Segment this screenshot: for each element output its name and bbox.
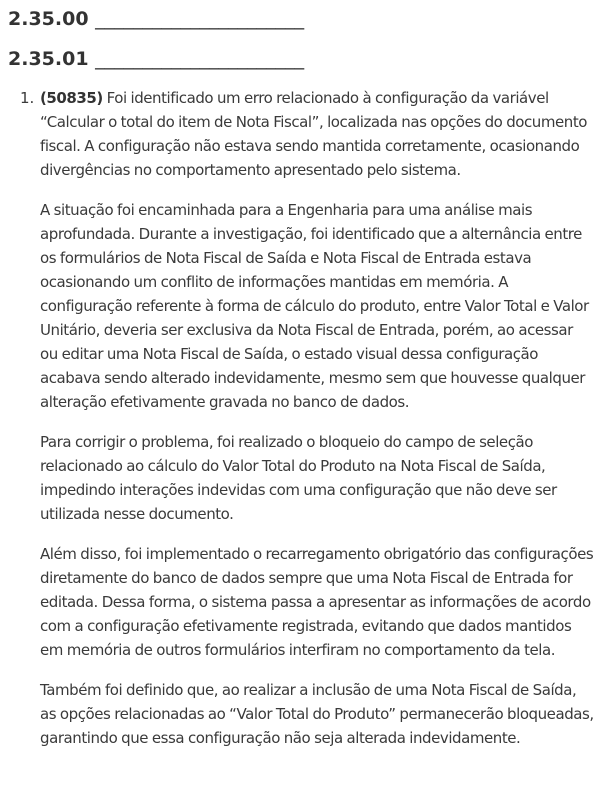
version-underline: ______________________ [95, 48, 305, 70]
release-note-item [0, 86, 600, 750]
release-notes-list [0, 86, 600, 766]
release-note-paragraph-1 [40, 86, 594, 182]
release-note-paragraph-4: Além disso, foi implementado o recarregamento obrigatório das configurações diretamente do banco de dados sempre que uma Nota Fiscal de Entrada for editada. Dessa forma, o sistema passa a apresentar as informações de acordo com a configuração efetivamente registrada, evitando que dados mantidos em memória de outros formulários interfiram no comportamento da tela. [40, 545, 594, 659]
version-heading-2-35-00 [8, 7, 304, 31]
release-note-paragraph-5: Também foi definido que, ao realizar a inclusão de uma Nota Fiscal de Saída, as opções relacionadas ao “Valor Total do Produto” permanecerão bloqueadas, garantindo que essa configuração não seja alterada indevidamente. [40, 681, 594, 747]
ticket-number: (50835) [40, 89, 103, 107]
release-note-paragraph-3: Para corrigir o problema, foi realizado o bloqueio do campo de seleção relacionado ao cálculo do Valor Total do Produto na Nota Fiscal de Saída, impedindo interações indevidas com uma configuração que não deve ser utilizada nesse documento. [40, 433, 557, 523]
version-number: 2.35.01 [8, 48, 89, 70]
item-number: 1. [20, 89, 35, 107]
release-note-paragraph-2: A situação foi encaminhada para a Engenharia para uma análise mais aprofundada. Durante a investigação, foi identificado que a alternância entre os formulários de Nota Fiscal de Saída e Nota Fiscal de Entrada estava ocasionando um conflito de informações mantidas em memória. A configuração referente à forma de cálculo do produto, entre Valor Total e Valor Unitário, deveria ser exclusiva da Nota Fiscal de Entrada, porém, ao acessar ou editar uma Nota Fiscal de Saída, o estado visual dessa configuração acabava sendo alterado indevidamente, mesmo sem que houvesse qualquer alteração efetivamente gravada no banco de dados. [40, 201, 589, 411]
paragraph-text: Foi identificado um erro relacionado à configuração da variável “Calcular o total do item de Nota Fiscal”, localizada nas opções do documento fiscal. A configuração não estava sendo mantida corretamente, ocasionando divergências no comportamento apresentado pelo sistema. [40, 89, 588, 179]
version-underline: ______________________ [95, 8, 305, 30]
version-number: 2.35.00 [8, 8, 89, 30]
version-heading-2-35-01 [8, 47, 304, 71]
